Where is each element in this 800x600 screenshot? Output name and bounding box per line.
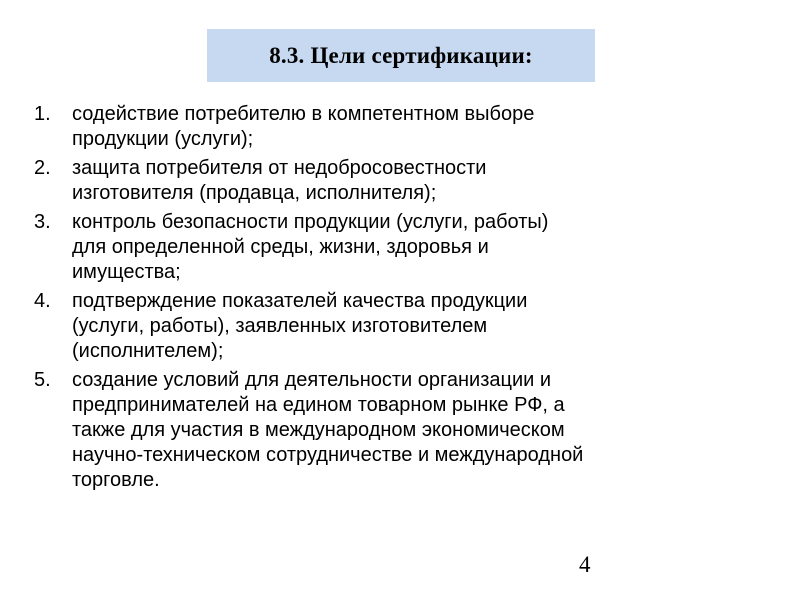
- list-item-line: продукции (услуги);: [72, 128, 254, 150]
- list-item-line: содействие потребителю в компетентном выборе: [72, 103, 535, 125]
- list-item-line: подтверждение показателей качества продукции: [72, 290, 528, 312]
- list-item-number: 3.: [34, 211, 51, 233]
- list-item-number: 5.: [34, 369, 51, 391]
- list-item: [34, 368, 774, 493]
- list-item: [34, 289, 774, 364]
- list-item: [34, 156, 774, 206]
- list-item-line: (исполнителем);: [72, 340, 224, 362]
- list-item: [34, 102, 774, 152]
- list-item: [34, 210, 774, 285]
- slide-title-box: [207, 29, 595, 82]
- list-item-line: торговле.: [72, 469, 160, 491]
- list-item-line: научно-техническом сотрудничестве и международной: [72, 444, 584, 466]
- slide-title: 8.3. Цели сертификации:: [269, 42, 533, 68]
- certification-goals-list: [34, 102, 774, 497]
- list-item-line: также для участия в международном экономическом: [72, 419, 565, 441]
- list-item-number: 2.: [34, 157, 51, 179]
- list-item-line: защита потребителя от недобросовестности: [72, 157, 487, 179]
- list-item-line: изготовителя (продавца, исполнителя);: [72, 182, 437, 204]
- list-item-number: 1.: [34, 103, 51, 125]
- list-item-line: создание условий для деятельности организации и: [72, 369, 552, 391]
- list-item-line: (услуги, работы), заявленных изготовителем: [72, 315, 488, 337]
- page-number: 4: [579, 552, 591, 577]
- list-item-line: контроль безопасности продукции (услуги, работы): [72, 211, 549, 233]
- list-item-number: 4.: [34, 290, 51, 312]
- list-item-line: для определенной среды, жизни, здоровья и: [72, 236, 489, 258]
- list-item-line: предпринимателей на едином товарном рынке РФ, а: [72, 394, 565, 416]
- list-item-line: имущества;: [72, 261, 181, 283]
